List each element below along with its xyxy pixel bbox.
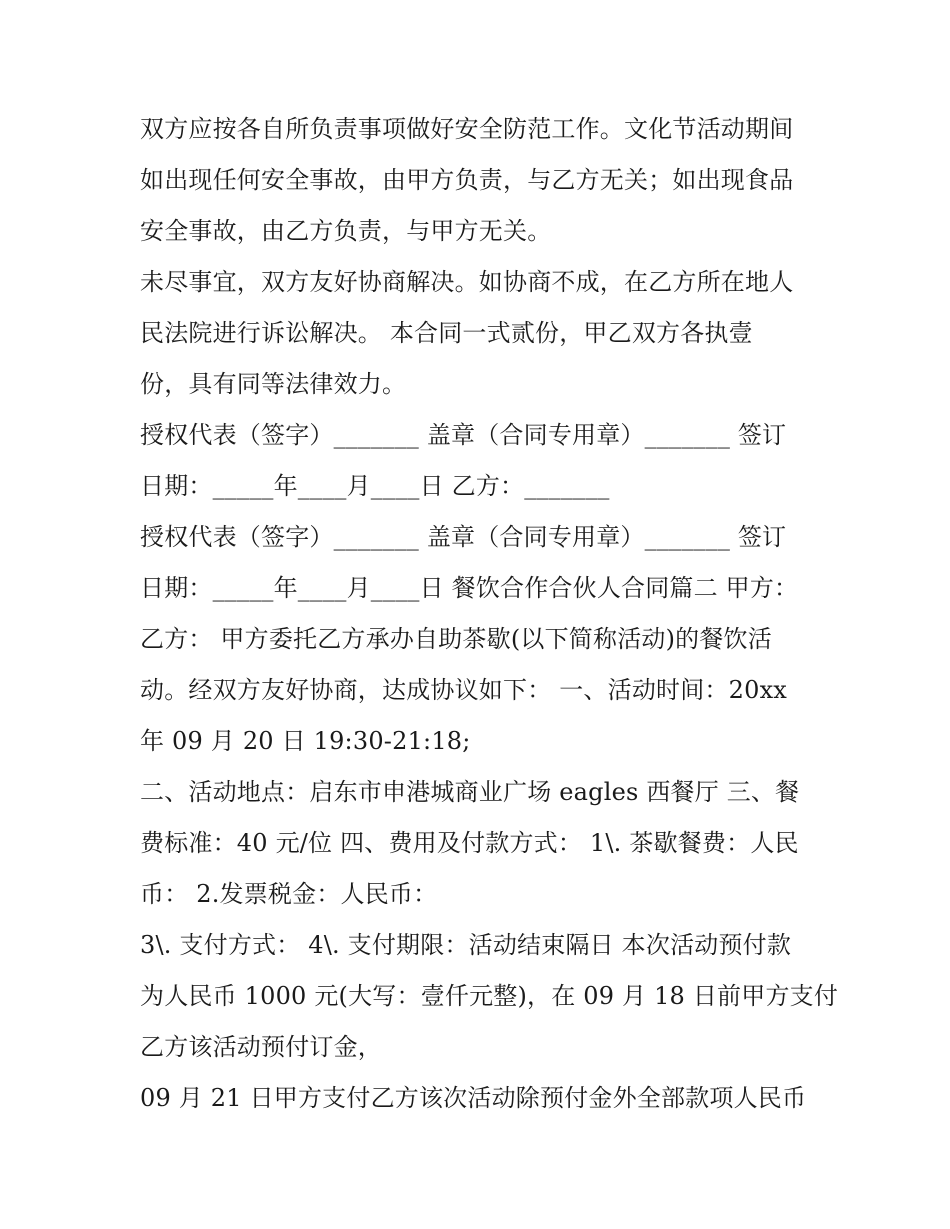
- text-line: 乙方该活动预付订金，: [140, 1033, 382, 1061]
- text-line: 费标准：40 元/位 四、费用及付款方式： 1\. 茶歇餐费：人民: [140, 829, 799, 857]
- text-line: 09 月 21 日甲方支付乙方该次活动除预付金外全部款项人民币: [140, 1084, 807, 1112]
- text-line: 年 09 月 20 日 19:30-21:18;: [140, 727, 471, 755]
- text-line: 3\. 支付方式： 4\. 支付期限：活动结束隔日 本次活动预付款: [140, 931, 792, 959]
- text-line: 币： 2.发票税金：人民币：: [140, 880, 438, 908]
- text-line: 授权代表（签字）_______ 盖章（合同专用章）_______ 签订: [140, 421, 787, 449]
- text-line: 二、活动地点：启东市申港城商业广场 eagles 西餐厅 三、餐: [140, 778, 800, 806]
- text-line: 授权代表（签字）_______ 盖章（合同专用章）_______ 签订: [140, 523, 787, 551]
- text-line: 为人民币 1000 元(大写：壹仟元整)，在 09 月 18 日前甲方支付: [140, 982, 839, 1010]
- text-line: 动。经双方友好协商，达成协议如下： 一、活动时间：20xx: [140, 676, 788, 704]
- text-line: 民法院进行诉讼解决。 本合同一式贰份，甲乙双方各执壹: [140, 319, 753, 347]
- text-line: 日期：_____年____月____日 乙方：_______: [140, 472, 610, 500]
- text-line: 份，具有同等法律效力。: [140, 370, 407, 398]
- text-line: 安全事故，由乙方负责，与甲方无关。: [140, 217, 552, 245]
- text-line: 乙方： 甲方委托乙方承办自助茶歇(以下简称活动)的餐饮活: [140, 625, 772, 653]
- document-body: [140, 104, 839, 1124]
- text-line: 双方应按各自所负责事项做好安全防范工作。文化节活动期间: [140, 115, 794, 143]
- text-line: 如出现任何安全事故，由甲方负责，与乙方无关；如出现食品: [140, 166, 794, 194]
- text-line: 未尽事宜，双方友好协商解决。如协商不成，在乙方所在地人: [140, 268, 794, 296]
- text-line: 日期：_____年____月____日 餐饮合作合伙人合同篇二 甲方：: [140, 574, 799, 602]
